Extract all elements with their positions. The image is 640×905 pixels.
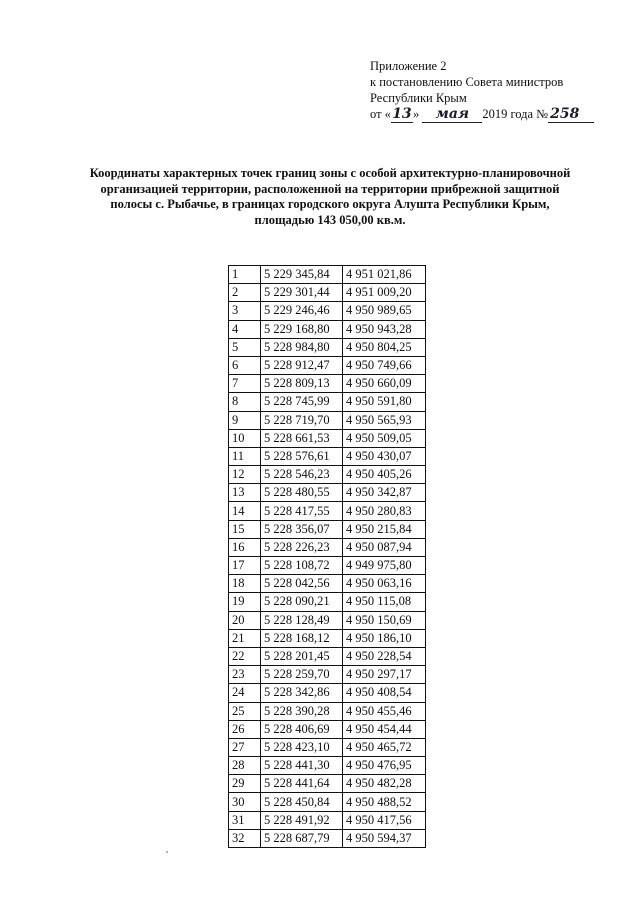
x-coordinate-cell: 5 228 108,72 — [261, 557, 343, 575]
x-coordinate-cell: 5 228 912,47 — [261, 356, 343, 374]
document-number-field — [548, 106, 594, 123]
title-line-2: организацией территории, расположенной на территории прибрежной защитной — [100, 181, 560, 196]
point-number-cell: 11 — [229, 447, 261, 465]
y-coordinate-cell: 4 949 975,80 — [343, 557, 426, 575]
x-coordinate-cell: 5 228 342,86 — [261, 684, 343, 702]
point-number-cell: 1 — [229, 266, 261, 284]
table-row — [229, 502, 426, 520]
y-coordinate-cell: 4 951 009,20 — [343, 284, 426, 302]
x-coordinate-cell: 5 228 356,07 — [261, 520, 343, 538]
y-coordinate-cell: 4 950 488,52 — [343, 793, 426, 811]
x-coordinate-cell: 5 228 417,55 — [261, 502, 343, 520]
x-coordinate-cell: 5 228 259,70 — [261, 666, 343, 684]
point-number-cell: 8 — [229, 393, 261, 411]
table-row — [229, 284, 426, 302]
x-coordinate-cell: 5 228 390,28 — [261, 702, 343, 720]
x-coordinate-cell: 5 228 546,23 — [261, 466, 343, 484]
date-day-field — [391, 106, 413, 123]
table-row — [229, 429, 426, 447]
y-coordinate-cell: 4 950 430,07 — [343, 447, 426, 465]
point-number-cell: 25 — [229, 702, 261, 720]
table-row — [229, 720, 426, 738]
point-number-cell: 30 — [229, 793, 261, 811]
x-coordinate-cell: 5 228 480,55 — [261, 484, 343, 502]
x-coordinate-cell: 5 228 809,13 — [261, 375, 343, 393]
y-coordinate-cell: 4 950 417,56 — [343, 811, 426, 829]
table-row — [229, 320, 426, 338]
y-coordinate-cell: 4 950 228,54 — [343, 647, 426, 665]
table-row — [229, 484, 426, 502]
table-row — [229, 811, 426, 829]
date-day-close: » — [412, 107, 420, 121]
point-number-cell: 22 — [229, 647, 261, 665]
table-row — [229, 393, 426, 411]
y-coordinate-cell: 4 950 565,93 — [343, 411, 426, 429]
coordinates-table — [228, 265, 426, 848]
point-number-cell: 13 — [229, 484, 261, 502]
table-row — [229, 829, 426, 847]
point-number-cell: 3 — [229, 302, 261, 320]
point-number-cell: 19 — [229, 593, 261, 611]
handwritten-number: 258 — [550, 106, 580, 122]
table-row — [229, 557, 426, 575]
x-coordinate-cell: 5 229 345,84 — [261, 266, 343, 284]
appendix-header — [370, 58, 594, 123]
date-prefix: от « — [370, 107, 391, 121]
table-row — [229, 775, 426, 793]
table-row — [229, 757, 426, 775]
y-coordinate-cell: 4 950 280,83 — [343, 502, 426, 520]
point-number-cell: 7 — [229, 375, 261, 393]
point-number-cell: 31 — [229, 811, 261, 829]
y-coordinate-cell: 4 950 297,17 — [343, 666, 426, 684]
y-coordinate-cell: 4 950 749,66 — [343, 356, 426, 374]
point-number-cell: 6 — [229, 356, 261, 374]
y-coordinate-cell: 4 950 115,08 — [343, 593, 426, 611]
x-coordinate-cell: 5 228 168,12 — [261, 629, 343, 647]
title-line-3: полосы с. Рыбачье, в границах городского округа Алушта Республики Крым, — [110, 197, 550, 211]
point-number-cell: 27 — [229, 738, 261, 756]
x-coordinate-cell: 5 228 719,70 — [261, 411, 343, 429]
document-title — [70, 166, 590, 228]
x-coordinate-cell: 5 228 423,10 — [261, 738, 343, 756]
y-coordinate-cell: 4 950 405,26 — [343, 466, 426, 484]
x-coordinate-cell: 5 228 984,80 — [261, 338, 343, 356]
y-coordinate-cell: 4 950 989,65 — [343, 302, 426, 320]
y-coordinate-cell: 4 950 476,95 — [343, 757, 426, 775]
point-number-cell: 4 — [229, 320, 261, 338]
y-coordinate-cell: 4 950 591,80 — [343, 393, 426, 411]
y-coordinate-cell: 4 950 660,09 — [343, 375, 426, 393]
y-coordinate-cell: 4 950 455,46 — [343, 702, 426, 720]
point-number-cell: 15 — [229, 520, 261, 538]
table-row — [229, 593, 426, 611]
appendix-line-1: Приложение 2 — [370, 59, 447, 73]
table-row — [229, 266, 426, 284]
y-coordinate-cell: 4 950 063,16 — [343, 575, 426, 593]
table-row — [229, 411, 426, 429]
y-coordinate-cell: 4 950 465,72 — [343, 738, 426, 756]
point-number-cell: 16 — [229, 538, 261, 556]
x-coordinate-cell: 5 228 128,49 — [261, 611, 343, 629]
y-coordinate-cell: 4 950 150,69 — [343, 611, 426, 629]
scan-speck — [166, 851, 168, 853]
point-number-cell: 10 — [229, 429, 261, 447]
point-number-cell: 20 — [229, 611, 261, 629]
y-coordinate-cell: 4 950 943,28 — [343, 320, 426, 338]
x-coordinate-cell: 5 228 491,92 — [261, 811, 343, 829]
table-row — [229, 611, 426, 629]
point-number-cell: 32 — [229, 829, 261, 847]
x-coordinate-cell: 5 228 090,21 — [261, 593, 343, 611]
table-row — [229, 738, 426, 756]
x-coordinate-cell: 5 228 450,84 — [261, 793, 343, 811]
point-number-cell: 12 — [229, 466, 261, 484]
table-row — [229, 302, 426, 320]
table-row — [229, 447, 426, 465]
handwritten-month: мая — [435, 106, 470, 122]
x-coordinate-cell: 5 228 441,64 — [261, 775, 343, 793]
table-row — [229, 575, 426, 593]
point-number-cell: 9 — [229, 411, 261, 429]
table-row — [229, 538, 426, 556]
table-row — [229, 647, 426, 665]
y-coordinate-cell: 4 950 186,10 — [343, 629, 426, 647]
date-year-text: 2019 года № — [482, 107, 549, 121]
y-coordinate-cell: 4 950 509,05 — [343, 429, 426, 447]
x-coordinate-cell: 5 229 168,80 — [261, 320, 343, 338]
y-coordinate-cell: 4 950 342,87 — [343, 484, 426, 502]
coordinates-table-body — [229, 266, 426, 848]
appendix-date-line — [370, 106, 594, 123]
x-coordinate-cell: 5 228 745,99 — [261, 393, 343, 411]
table-row — [229, 684, 426, 702]
y-coordinate-cell: 4 950 408,54 — [343, 684, 426, 702]
x-coordinate-cell: 5 228 226,23 — [261, 538, 343, 556]
x-coordinate-cell: 5 228 201,45 — [261, 647, 343, 665]
y-coordinate-cell: 4 950 087,94 — [343, 538, 426, 556]
point-number-cell: 5 — [229, 338, 261, 356]
table-row — [229, 793, 426, 811]
table-row — [229, 520, 426, 538]
y-coordinate-cell: 4 950 215,84 — [343, 520, 426, 538]
x-coordinate-cell: 5 228 042,56 — [261, 575, 343, 593]
title-line-1: Координаты характерных точек границ зоны с особой архитектурно-планировочной — [89, 166, 571, 180]
point-number-cell: 29 — [229, 775, 261, 793]
x-coordinate-cell: 5 228 406,69 — [261, 720, 343, 738]
point-number-cell: 17 — [229, 557, 261, 575]
y-coordinate-cell: 4 950 482,28 — [343, 775, 426, 793]
date-month-field — [422, 106, 482, 123]
handwritten-day: 13 — [392, 106, 412, 122]
title-line-4: площадью 143 050,00 кв.м. — [254, 212, 406, 227]
point-number-cell: 23 — [229, 666, 261, 684]
y-coordinate-cell: 4 950 804,25 — [343, 338, 426, 356]
y-coordinate-cell: 4 950 454,44 — [343, 720, 426, 738]
table-row — [229, 338, 426, 356]
x-coordinate-cell: 5 229 246,46 — [261, 302, 343, 320]
table-row — [229, 375, 426, 393]
y-coordinate-cell: 4 951 021,86 — [343, 266, 426, 284]
table-row — [229, 356, 426, 374]
point-number-cell: 24 — [229, 684, 261, 702]
table-row — [229, 666, 426, 684]
x-coordinate-cell: 5 228 576,61 — [261, 447, 343, 465]
x-coordinate-cell: 5 229 301,44 — [261, 284, 343, 302]
y-coordinate-cell: 4 950 594,37 — [343, 829, 426, 847]
x-coordinate-cell: 5 228 441,30 — [261, 757, 343, 775]
point-number-cell: 18 — [229, 575, 261, 593]
point-number-cell: 21 — [229, 629, 261, 647]
point-number-cell: 28 — [229, 757, 261, 775]
point-number-cell: 2 — [229, 284, 261, 302]
x-coordinate-cell: 5 228 687,79 — [261, 829, 343, 847]
x-coordinate-cell: 5 228 661,53 — [261, 429, 343, 447]
table-row — [229, 466, 426, 484]
appendix-line-3: Республики Крым — [370, 91, 467, 105]
appendix-line-2: к постановлению Совета министров — [370, 75, 564, 89]
point-number-cell: 14 — [229, 502, 261, 520]
table-row — [229, 702, 426, 720]
table-row — [229, 629, 426, 647]
point-number-cell: 26 — [229, 720, 261, 738]
